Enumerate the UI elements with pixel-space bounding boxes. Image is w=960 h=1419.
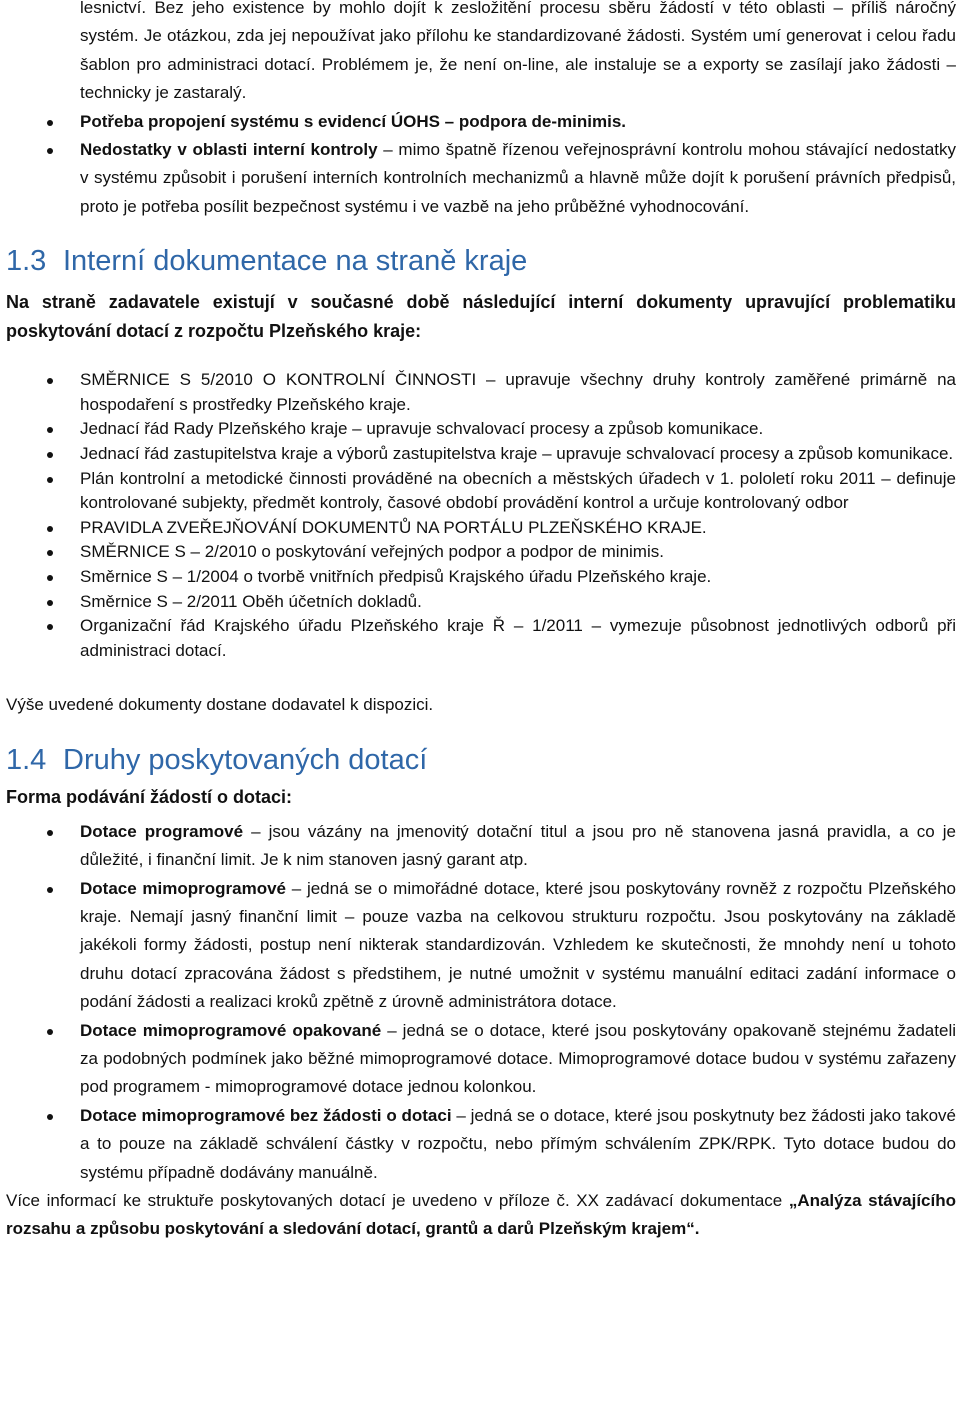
closing-bold-text: „Analýza stávajícího rozsahu a způsobu poskytování a sledování dotací, grantů a darů Plzeňským krajem“. [6, 1191, 957, 1239]
top-bullet-list [6, 108, 956, 222]
list-item [6, 1102, 956, 1187]
section-heading [6, 744, 956, 777]
list-item-text: Jednací řád zastupitelstva kraje a výborů zastupitelstva kraje – upravuje schvalovací procesy a způsob komunikace. [80, 444, 954, 464]
section-closing: Výše uvedené dokumenty dostane dodavatel k dispozici. [6, 695, 434, 715]
bullet-icon [47, 1029, 53, 1035]
list-item [6, 108, 956, 136]
list-item [6, 467, 956, 516]
bullet-icon [47, 427, 53, 433]
bullet-icon [47, 575, 53, 581]
list-item-text: Plán kontrolní a metodické činnosti prováděné na obecních a městských úřadech v 1. pololetí roku 2011 – definuje kontrolované subjekty, předmět kontroly, časové období provádění kontrol a určuje kontrolovaný odbor [80, 468, 956, 513]
section-number: 1.3 [6, 245, 47, 278]
list-item [6, 565, 956, 590]
list-item [6, 417, 956, 442]
list-item [6, 590, 956, 615]
bullet-icon [47, 600, 53, 606]
list-item-text: Směrnice S – 1/2004 o tvorbě vnitřních předpisů Krajského úřadu Plzeňského kraje. [80, 567, 712, 586]
list-item-text: SMĚRNICE S 5/2010 O KONTROLNÍ ČINNOSTI – upravuje všechny druhy kontroly zaměřené primárně na hospodaření s prostředky Plzeňského kraje. [80, 370, 956, 414]
list-item [6, 875, 956, 1017]
list-item [6, 516, 956, 541]
section-title: Interní dokumentace na straně kraje [63, 245, 528, 278]
list-item [6, 818, 956, 875]
bullet-text: – jedná se o dotace, které jsou poskytnuty bez žádosti jako takové a to pouze na základě schválení částky v rozpočtu, nebo přímým schválením ZPK/RPK. Tyto dotace budou do systému případně dodávány manuálně. [80, 1105, 956, 1182]
list-item [6, 136, 956, 221]
list-item-text: Směrnice S – 2/2011 Oběh účetních dokladů. [80, 591, 422, 611]
bullet-icon [47, 624, 53, 630]
section-heading [6, 245, 956, 278]
list-item-text: Jednací řád Rady Plzeňského kraje – upravuje schvalovací procesy a způsob komunikace. [80, 419, 764, 439]
list-item [6, 1017, 956, 1102]
bullet-bold-text: Potřeba propojení systému s evidencí ÚOHS – podpora de-minimis. [80, 111, 627, 131]
closing-text: Více informací ke struktuře poskytovaných dotací je uvedeno v příloze č. XX zadávací dokumentace [6, 1191, 789, 1211]
bullet-icon [47, 887, 53, 893]
list-item-text: SMĚRNICE S – 2/2010 o poskytování veřejných podpor a podpor de minimis. [80, 542, 664, 562]
list-item-text: PRAVIDLA ZVEŘEJŇOVÁNÍ DOKUMENTŮ NA PORTÁLU PLZEŇSKÉHO KRAJE. [80, 517, 707, 537]
bullet-bold-text: Dotace programové [80, 821, 244, 841]
bullet-text: – mimo špatně řízenou veřejnosprávní kontrolu mohou stávající nedostatky v systému způsobit i porušení interních kontrolních mechanizmů a hlavně může dojít k porušení právních předpisů, proto je potřeba posílit bezpečnost systému i ve vazbě na jeho průběžné vyhodnocování. [80, 140, 956, 216]
section-title: Druhy poskytovaných dotací [63, 743, 428, 776]
bullet-icon [47, 120, 53, 126]
list-item [6, 614, 956, 663]
bullet-icon [47, 830, 53, 836]
internal-documents-list [6, 368, 956, 663]
section-subheading: Forma podávání žádostí o dotaci: [6, 786, 293, 807]
bullet-icon [47, 550, 53, 556]
list-item-text: Organizační řád Krajského úřadu Plzeňského kraje Ř – 1/2011 – vymezuje působnost jednotlivých odborů při administraci dotací. [80, 616, 956, 660]
bullet-bold-text: Dotace mimoprogramové bez žádosti o dotaci [80, 1105, 452, 1125]
list-item [6, 368, 956, 417]
continuation-paragraph: lesnictví. Bez jeho existence by mohlo dojít k zesložitění procesu sběru žádostí v této oblasti – příliš náročný systém. Je otázkou, zda jej nepoužívat jako přílohu ke standardizované žádosti. Systém umí generovat i celou řadu šablon pro administraci dotací. Problémem je, že není on-line, ale instaluje se a exporty se zasílají jako žádosti – technicky je zastaralý. [80, 0, 956, 103]
bullet-icon [47, 1114, 53, 1120]
bullet-text: – jedná se o mimořádné dotace, které jsou poskytovány rovněž z rozpočtu Plzeňského kraje. Nemají jasný finanční limit – pouze vazba na celkovou strukturu rozpočtu. Jsou poskytovány na základě jakékoli formy žádosti, postup není nikterak standardizován. Vzhledem ke skutečnosti, že mnohdy není u tohoto druhu dotací zpracována žádost s předstihem, je nutné umožnit v systému manuální editaci zadání informace o podání žádosti a realizaci kroků zpětně z úrovně administrátora dotace. [80, 878, 956, 1012]
bullet-text: – jsou vázány na jmenovitý dotační titul a jsou pro ně stanovena jasná pravidla, a co je důležité, i finanční limit. Je k nim stanoven jasný garant atp. [80, 821, 956, 870]
bullet-bold-text: Dotace mimoprogramové opakované [80, 1020, 382, 1040]
bullet-icon [47, 477, 53, 483]
bullet-icon [47, 378, 53, 384]
document-page [6, 0, 956, 1244]
subsidy-types-list [6, 818, 956, 1187]
bullet-text: – jedná se o dotace, které jsou poskytovány opakovaně stejnému žadateli za podobných podmínek jako běžné mimoprogramové dotace. Mimoprogramové dotace budou v systému zařazeny pod programem - mimoprogramové dotace jednou kolonkou. [80, 1020, 956, 1097]
bullet-icon [47, 526, 53, 532]
list-item [6, 442, 956, 467]
section-number: 1.4 [6, 743, 47, 776]
bullet-icon [47, 452, 53, 458]
bullet-icon [47, 148, 53, 154]
closing-paragraph [6, 1187, 956, 1244]
section-intro: Na straně zadavatele existují v současné době následující interní dokumenty upravující problematiku poskytování dotací z rozpočtu Plzeňského kraje: [6, 292, 956, 342]
bullet-bold-text: Dotace mimoprogramové [80, 878, 287, 898]
bullet-bold-text: Nedostatky v oblasti interní kontroly [80, 140, 378, 160]
list-item [6, 540, 956, 565]
